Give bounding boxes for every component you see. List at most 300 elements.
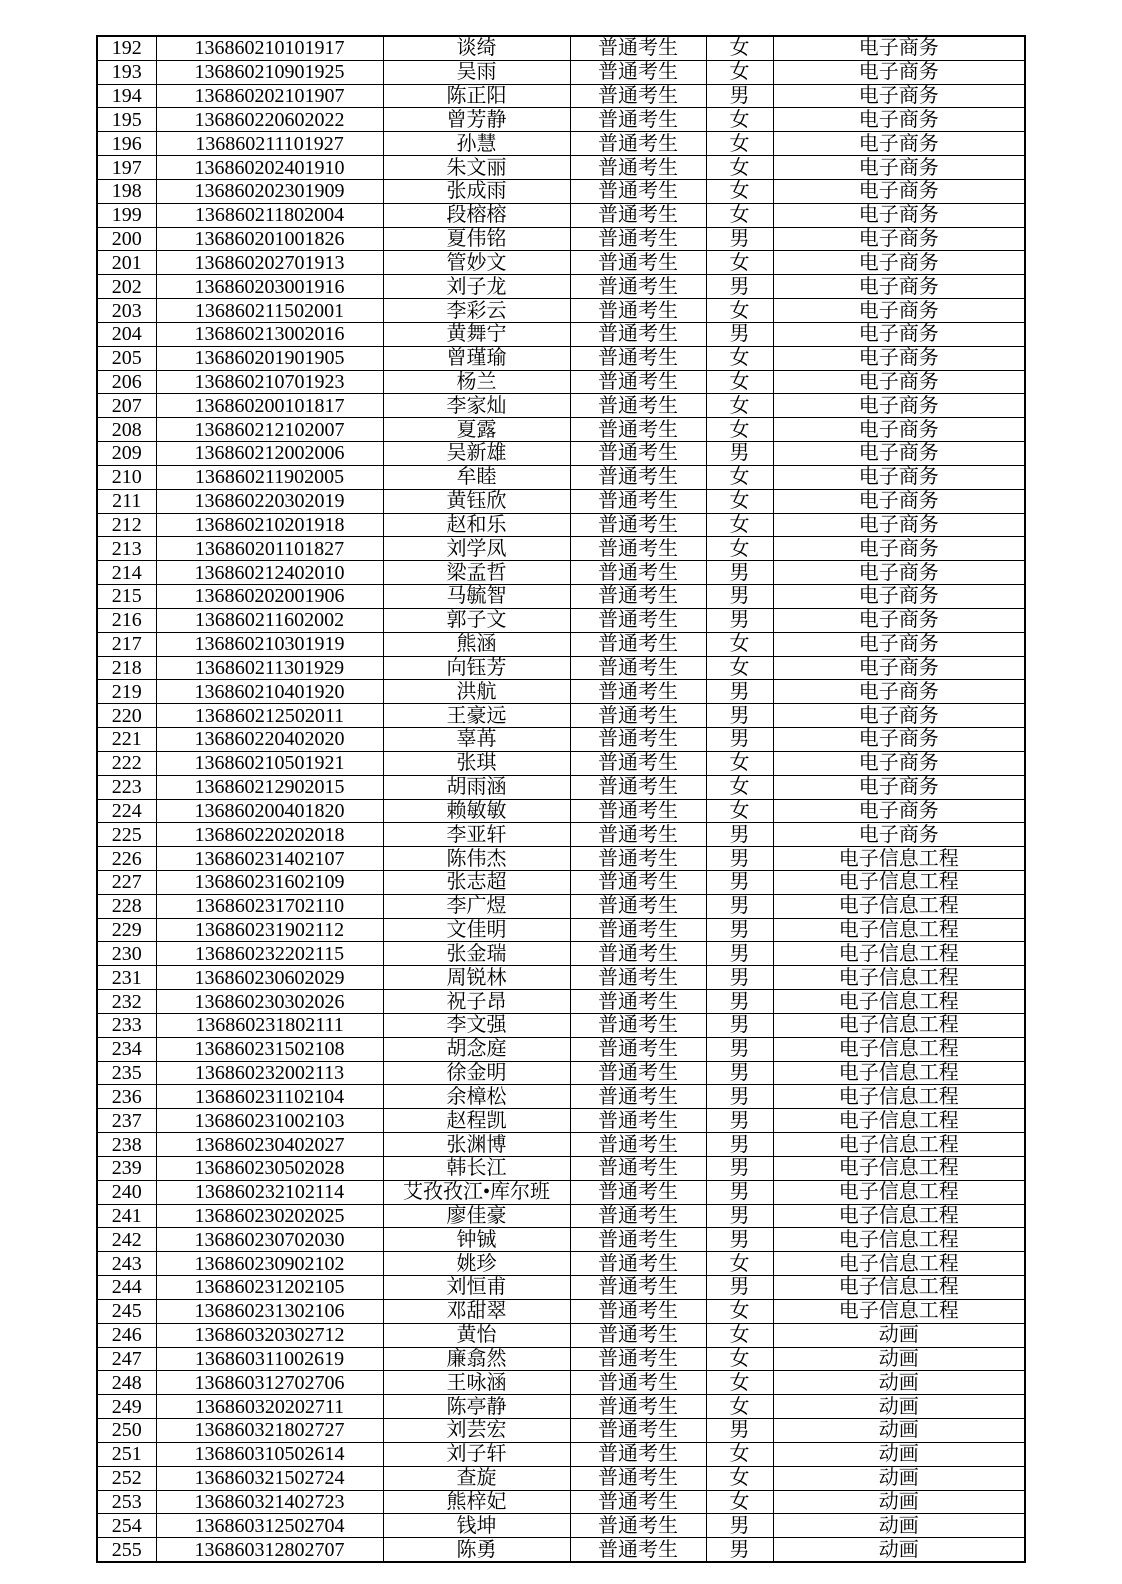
cell-category: 普通考生 — [570, 1347, 706, 1371]
table-row — [97, 1061, 1025, 1085]
cell-major: 电子商务 — [773, 346, 1025, 370]
cell-name: 夏露 — [383, 418, 570, 442]
cell-name: 赵和乐 — [383, 513, 570, 537]
cell-name: 陈亭静 — [383, 1395, 570, 1419]
cell-exam-id: 136860231902112 — [156, 918, 383, 942]
cell-name: 李家灿 — [383, 394, 570, 418]
cell-gender: 男 — [706, 1228, 773, 1252]
table-row — [97, 608, 1025, 632]
table-row — [97, 394, 1025, 418]
cell-name: 余樟松 — [383, 1085, 570, 1109]
table-row — [97, 1156, 1025, 1180]
cell-category: 普通考生 — [570, 1180, 706, 1204]
cell-category: 普通考生 — [570, 108, 706, 132]
cell-major: 电子商务 — [773, 513, 1025, 537]
cell-gender: 女 — [706, 775, 773, 799]
cell-exam-id: 136860311002619 — [156, 1347, 383, 1371]
cell-name: 吴新雄 — [383, 442, 570, 466]
table-row — [97, 1133, 1025, 1157]
cell-major: 动画 — [773, 1466, 1025, 1490]
cell-exam-id: 136860231202105 — [156, 1276, 383, 1300]
table-row — [97, 1490, 1025, 1514]
table-row — [97, 1538, 1025, 1562]
cell-index: 210 — [97, 465, 156, 489]
table-row — [97, 489, 1025, 513]
cell-exam-id: 136860212002006 — [156, 442, 383, 466]
cell-major: 电子商务 — [773, 60, 1025, 84]
cell-exam-id: 136860212102007 — [156, 418, 383, 442]
cell-exam-id: 136860202401910 — [156, 156, 383, 180]
cell-exam-id: 136860312502704 — [156, 1514, 383, 1538]
cell-name: 胡念庭 — [383, 1037, 570, 1061]
cell-name: 赖敏敏 — [383, 799, 570, 823]
cell-category: 普通考生 — [570, 1323, 706, 1347]
cell-major: 电子商务 — [773, 322, 1025, 346]
cell-index: 212 — [97, 513, 156, 537]
cell-name: 陈正阳 — [383, 84, 570, 108]
cell-name: 熊涵 — [383, 632, 570, 656]
cell-index: 229 — [97, 918, 156, 942]
cell-major: 电子信息工程 — [773, 918, 1025, 942]
cell-major: 动画 — [773, 1347, 1025, 1371]
cell-gender: 女 — [706, 513, 773, 537]
cell-exam-id: 136860213002016 — [156, 322, 383, 346]
table-row — [97, 990, 1025, 1014]
cell-exam-id: 136860210701923 — [156, 370, 383, 394]
cell-index: 242 — [97, 1228, 156, 1252]
cell-exam-id: 136860211802004 — [156, 203, 383, 227]
table-row — [97, 656, 1025, 680]
table-row — [97, 561, 1025, 585]
cell-name: 洪航 — [383, 680, 570, 704]
cell-category: 普通考生 — [570, 84, 706, 108]
cell-exam-id: 136860220402020 — [156, 728, 383, 752]
cell-category: 普通考生 — [570, 227, 706, 251]
cell-category: 普通考生 — [570, 465, 706, 489]
cell-gender: 女 — [706, 36, 773, 60]
cell-exam-id: 136860320302712 — [156, 1323, 383, 1347]
cell-gender: 女 — [706, 179, 773, 203]
cell-exam-id: 136860321402723 — [156, 1490, 383, 1514]
cell-name: 查旋 — [383, 1466, 570, 1490]
cell-major: 电子商务 — [773, 370, 1025, 394]
cell-category: 普通考生 — [570, 728, 706, 752]
cell-index: 221 — [97, 728, 156, 752]
cell-index: 230 — [97, 942, 156, 966]
cell-name: 黄怡 — [383, 1323, 570, 1347]
cell-index: 197 — [97, 156, 156, 180]
cell-major: 动画 — [773, 1371, 1025, 1395]
cell-name: 黄舞宁 — [383, 322, 570, 346]
cell-category: 普通考生 — [570, 1037, 706, 1061]
table-row — [97, 1228, 1025, 1252]
cell-gender: 女 — [706, 1347, 773, 1371]
cell-name: 朱文丽 — [383, 156, 570, 180]
cell-gender: 男 — [706, 1514, 773, 1538]
table-row — [97, 632, 1025, 656]
cell-major: 电子商务 — [773, 418, 1025, 442]
cell-gender: 男 — [706, 870, 773, 894]
cell-gender: 男 — [706, 1013, 773, 1037]
cell-gender: 男 — [706, 942, 773, 966]
cell-index: 201 — [97, 251, 156, 275]
cell-exam-id: 136860230202025 — [156, 1204, 383, 1228]
cell-exam-id: 136860231702110 — [156, 894, 383, 918]
cell-gender: 男 — [706, 1085, 773, 1109]
cell-name: 张渊博 — [383, 1133, 570, 1157]
cell-major: 动画 — [773, 1538, 1025, 1562]
cell-index: 215 — [97, 585, 156, 609]
cell-index: 220 — [97, 704, 156, 728]
cell-index: 226 — [97, 847, 156, 871]
cell-index: 204 — [97, 322, 156, 346]
admission-list-table — [96, 35, 1026, 1563]
cell-category: 普通考生 — [570, 1514, 706, 1538]
cell-major: 电子信息工程 — [773, 1109, 1025, 1133]
cell-gender: 男 — [706, 227, 773, 251]
cell-name: 周锐林 — [383, 966, 570, 990]
cell-gender: 女 — [706, 203, 773, 227]
cell-exam-id: 136860230702030 — [156, 1228, 383, 1252]
cell-major: 电子商务 — [773, 704, 1025, 728]
table-row — [97, 751, 1025, 775]
cell-gender: 女 — [706, 394, 773, 418]
table-row — [97, 823, 1025, 847]
cell-name: 王豪远 — [383, 704, 570, 728]
cell-gender: 女 — [706, 108, 773, 132]
table-row — [97, 1252, 1025, 1276]
table-row — [97, 847, 1025, 871]
cell-gender: 女 — [706, 1466, 773, 1490]
cell-major: 电子信息工程 — [773, 1299, 1025, 1323]
cell-category: 普通考生 — [570, 680, 706, 704]
cell-category: 普通考生 — [570, 1442, 706, 1466]
cell-exam-id: 136860202701913 — [156, 251, 383, 275]
cell-index: 237 — [97, 1109, 156, 1133]
cell-major: 动画 — [773, 1419, 1025, 1443]
cell-exam-id: 136860231802111 — [156, 1013, 383, 1037]
cell-index: 195 — [97, 108, 156, 132]
cell-name: 李彩云 — [383, 299, 570, 323]
cell-exam-id: 136860210201918 — [156, 513, 383, 537]
cell-category: 普通考生 — [570, 537, 706, 561]
cell-gender: 男 — [706, 847, 773, 871]
cell-major: 动画 — [773, 1514, 1025, 1538]
cell-category: 普通考生 — [570, 823, 706, 847]
table-row — [97, 894, 1025, 918]
cell-exam-id: 136860312802707 — [156, 1538, 383, 1562]
cell-gender: 女 — [706, 1395, 773, 1419]
cell-category: 普通考生 — [570, 561, 706, 585]
cell-major: 电子商务 — [773, 442, 1025, 466]
cell-major: 电子信息工程 — [773, 1156, 1025, 1180]
cell-name: 王咏涵 — [383, 1371, 570, 1395]
cell-name: 马毓智 — [383, 585, 570, 609]
cell-category: 普通考生 — [570, 1085, 706, 1109]
cell-gender: 男 — [706, 1180, 773, 1204]
cell-gender: 男 — [706, 823, 773, 847]
cell-name: 文佳明 — [383, 918, 570, 942]
cell-exam-id: 136860220602022 — [156, 108, 383, 132]
cell-exam-id: 136860211101927 — [156, 132, 383, 156]
table-row — [97, 966, 1025, 990]
cell-exam-id: 136860200401820 — [156, 799, 383, 823]
cell-major: 电子信息工程 — [773, 1252, 1025, 1276]
cell-category: 普通考生 — [570, 36, 706, 60]
cell-major: 电子信息工程 — [773, 847, 1025, 871]
cell-major: 动画 — [773, 1442, 1025, 1466]
cell-name: 艾孜孜江•库尔班 — [383, 1180, 570, 1204]
cell-major: 电子信息工程 — [773, 1013, 1025, 1037]
table-row — [97, 251, 1025, 275]
cell-name: 吴雨 — [383, 60, 570, 84]
table-row — [97, 537, 1025, 561]
cell-index: 213 — [97, 537, 156, 561]
table-row — [97, 322, 1025, 346]
cell-index: 198 — [97, 179, 156, 203]
cell-major: 电子商务 — [773, 585, 1025, 609]
cell-major: 电子信息工程 — [773, 1085, 1025, 1109]
cell-exam-id: 136860231102104 — [156, 1085, 383, 1109]
cell-index: 244 — [97, 1276, 156, 1300]
cell-index: 206 — [97, 370, 156, 394]
cell-gender: 女 — [706, 465, 773, 489]
cell-gender: 女 — [706, 299, 773, 323]
cell-category: 普通考生 — [570, 1395, 706, 1419]
cell-category: 普通考生 — [570, 513, 706, 537]
cell-major: 动画 — [773, 1490, 1025, 1514]
cell-major: 电子商务 — [773, 394, 1025, 418]
cell-gender: 女 — [706, 1371, 773, 1395]
cell-major: 电子商务 — [773, 36, 1025, 60]
table-row — [97, 1442, 1025, 1466]
cell-exam-id: 136860210401920 — [156, 680, 383, 704]
cell-gender: 男 — [706, 1276, 773, 1300]
cell-exam-id: 136860230502028 — [156, 1156, 383, 1180]
cell-category: 普通考生 — [570, 608, 706, 632]
cell-exam-id: 136860232102114 — [156, 1180, 383, 1204]
cell-name: 孙慧 — [383, 132, 570, 156]
cell-name: 钱坤 — [383, 1514, 570, 1538]
cell-name: 胡雨涵 — [383, 775, 570, 799]
cell-gender: 男 — [706, 322, 773, 346]
cell-category: 普通考生 — [570, 370, 706, 394]
cell-index: 199 — [97, 203, 156, 227]
cell-gender: 女 — [706, 156, 773, 180]
cell-major: 电子商务 — [773, 203, 1025, 227]
cell-index: 217 — [97, 632, 156, 656]
cell-gender: 女 — [706, 60, 773, 84]
table-row — [97, 84, 1025, 108]
cell-index: 249 — [97, 1395, 156, 1419]
cell-category: 普通考生 — [570, 1490, 706, 1514]
cell-index: 222 — [97, 751, 156, 775]
table-body — [97, 36, 1025, 1562]
cell-exam-id: 136860212402010 — [156, 561, 383, 585]
cell-exam-id: 136860230302026 — [156, 990, 383, 1014]
cell-exam-id: 136860201101827 — [156, 537, 383, 561]
cell-name: 刘恒甫 — [383, 1276, 570, 1300]
cell-index: 228 — [97, 894, 156, 918]
cell-category: 普通考生 — [570, 1538, 706, 1562]
cell-index: 214 — [97, 561, 156, 585]
cell-exam-id: 136860211502001 — [156, 299, 383, 323]
table-row — [97, 418, 1025, 442]
cell-exam-id: 136860202301909 — [156, 179, 383, 203]
table-row — [97, 513, 1025, 537]
cell-exam-id: 136860231002103 — [156, 1109, 383, 1133]
cell-index: 245 — [97, 1299, 156, 1323]
cell-name: 梁孟哲 — [383, 561, 570, 585]
cell-category: 普通考生 — [570, 60, 706, 84]
cell-major: 动画 — [773, 1323, 1025, 1347]
cell-major: 电子信息工程 — [773, 1037, 1025, 1061]
table-row — [97, 36, 1025, 60]
cell-name: 曾芳静 — [383, 108, 570, 132]
cell-gender: 女 — [706, 370, 773, 394]
cell-major: 电子信息工程 — [773, 1204, 1025, 1228]
cell-category: 普通考生 — [570, 179, 706, 203]
cell-index: 219 — [97, 680, 156, 704]
cell-major: 电子信息工程 — [773, 894, 1025, 918]
cell-index: 224 — [97, 799, 156, 823]
table-row — [97, 1514, 1025, 1538]
cell-gender: 男 — [706, 1538, 773, 1562]
cell-name: 郭子文 — [383, 608, 570, 632]
cell-name: 向钰芳 — [383, 656, 570, 680]
cell-exam-id: 136860202101907 — [156, 84, 383, 108]
table-row — [97, 179, 1025, 203]
cell-index: 209 — [97, 442, 156, 466]
table-row — [97, 108, 1025, 132]
table-row — [97, 918, 1025, 942]
cell-category: 普通考生 — [570, 442, 706, 466]
cell-major: 电子信息工程 — [773, 870, 1025, 894]
table-row — [97, 1323, 1025, 1347]
cell-gender: 女 — [706, 1299, 773, 1323]
cell-gender: 男 — [706, 728, 773, 752]
cell-exam-id: 136860230402027 — [156, 1133, 383, 1157]
cell-category: 普通考生 — [570, 870, 706, 894]
cell-exam-id: 136860320202711 — [156, 1395, 383, 1419]
cell-exam-id: 136860312702706 — [156, 1371, 383, 1395]
cell-major: 电子商务 — [773, 275, 1025, 299]
cell-index: 233 — [97, 1013, 156, 1037]
table-row — [97, 704, 1025, 728]
cell-category: 普通考生 — [570, 704, 706, 728]
cell-index: 241 — [97, 1204, 156, 1228]
cell-category: 普通考生 — [570, 894, 706, 918]
cell-major: 电子商务 — [773, 823, 1025, 847]
cell-gender: 女 — [706, 418, 773, 442]
cell-category: 普通考生 — [570, 1371, 706, 1395]
table-row — [97, 132, 1025, 156]
cell-category: 普通考生 — [570, 275, 706, 299]
cell-exam-id: 136860321802727 — [156, 1419, 383, 1443]
table-row — [97, 203, 1025, 227]
cell-exam-id: 136860232202115 — [156, 942, 383, 966]
cell-category: 普通考生 — [570, 156, 706, 180]
cell-gender: 女 — [706, 251, 773, 275]
cell-gender: 女 — [706, 1323, 773, 1347]
cell-index: 253 — [97, 1490, 156, 1514]
cell-name: 李文强 — [383, 1013, 570, 1037]
cell-index: 194 — [97, 84, 156, 108]
cell-gender: 女 — [706, 537, 773, 561]
cell-name: 张志超 — [383, 870, 570, 894]
cell-index: 203 — [97, 299, 156, 323]
cell-name: 熊梓妃 — [383, 1490, 570, 1514]
cell-index: 255 — [97, 1538, 156, 1562]
cell-category: 普通考生 — [570, 942, 706, 966]
cell-major: 电子信息工程 — [773, 1180, 1025, 1204]
cell-gender: 女 — [706, 1252, 773, 1276]
cell-index: 231 — [97, 966, 156, 990]
cell-name: 姚珍 — [383, 1252, 570, 1276]
table-row — [97, 1299, 1025, 1323]
cell-gender: 男 — [706, 894, 773, 918]
cell-major: 电子商务 — [773, 84, 1025, 108]
cell-exam-id: 136860210501921 — [156, 751, 383, 775]
table-row — [97, 1347, 1025, 1371]
cell-exam-id: 136860212902015 — [156, 775, 383, 799]
cell-name: 管妙文 — [383, 251, 570, 275]
cell-name: 廖佳豪 — [383, 1204, 570, 1228]
cell-category: 普通考生 — [570, 394, 706, 418]
cell-category: 普通考生 — [570, 847, 706, 871]
cell-major: 电子信息工程 — [773, 1228, 1025, 1252]
cell-category: 普通考生 — [570, 1276, 706, 1300]
cell-gender: 男 — [706, 1133, 773, 1157]
cell-index: 211 — [97, 489, 156, 513]
cell-exam-id: 136860201901905 — [156, 346, 383, 370]
cell-exam-id: 136860230902102 — [156, 1252, 383, 1276]
cell-gender: 男 — [706, 966, 773, 990]
cell-index: 225 — [97, 823, 156, 847]
cell-gender: 女 — [706, 346, 773, 370]
cell-index: 236 — [97, 1085, 156, 1109]
cell-gender: 男 — [706, 561, 773, 585]
cell-index: 235 — [97, 1061, 156, 1085]
cell-exam-id: 136860231302106 — [156, 1299, 383, 1323]
cell-index: 208 — [97, 418, 156, 442]
cell-gender: 男 — [706, 442, 773, 466]
cell-name: 夏伟铭 — [383, 227, 570, 251]
cell-major: 电子商务 — [773, 537, 1025, 561]
cell-gender: 男 — [706, 585, 773, 609]
cell-category: 普通考生 — [570, 775, 706, 799]
cell-name: 张成雨 — [383, 179, 570, 203]
table-row — [97, 1109, 1025, 1133]
cell-name: 李广煜 — [383, 894, 570, 918]
cell-major: 电子商务 — [773, 132, 1025, 156]
cell-category: 普通考生 — [570, 346, 706, 370]
cell-category: 普通考生 — [570, 132, 706, 156]
cell-gender: 男 — [706, 84, 773, 108]
table-row — [97, 1013, 1025, 1037]
cell-exam-id: 136860201001826 — [156, 227, 383, 251]
cell-gender: 女 — [706, 132, 773, 156]
cell-category: 普通考生 — [570, 799, 706, 823]
cell-index: 251 — [97, 1442, 156, 1466]
cell-exam-id: 136860203001916 — [156, 275, 383, 299]
cell-name: 谈绮 — [383, 36, 570, 60]
cell-gender: 女 — [706, 1490, 773, 1514]
cell-index: 216 — [97, 608, 156, 632]
cell-index: 234 — [97, 1037, 156, 1061]
cell-category: 普通考生 — [570, 632, 706, 656]
cell-major: 电子商务 — [773, 608, 1025, 632]
